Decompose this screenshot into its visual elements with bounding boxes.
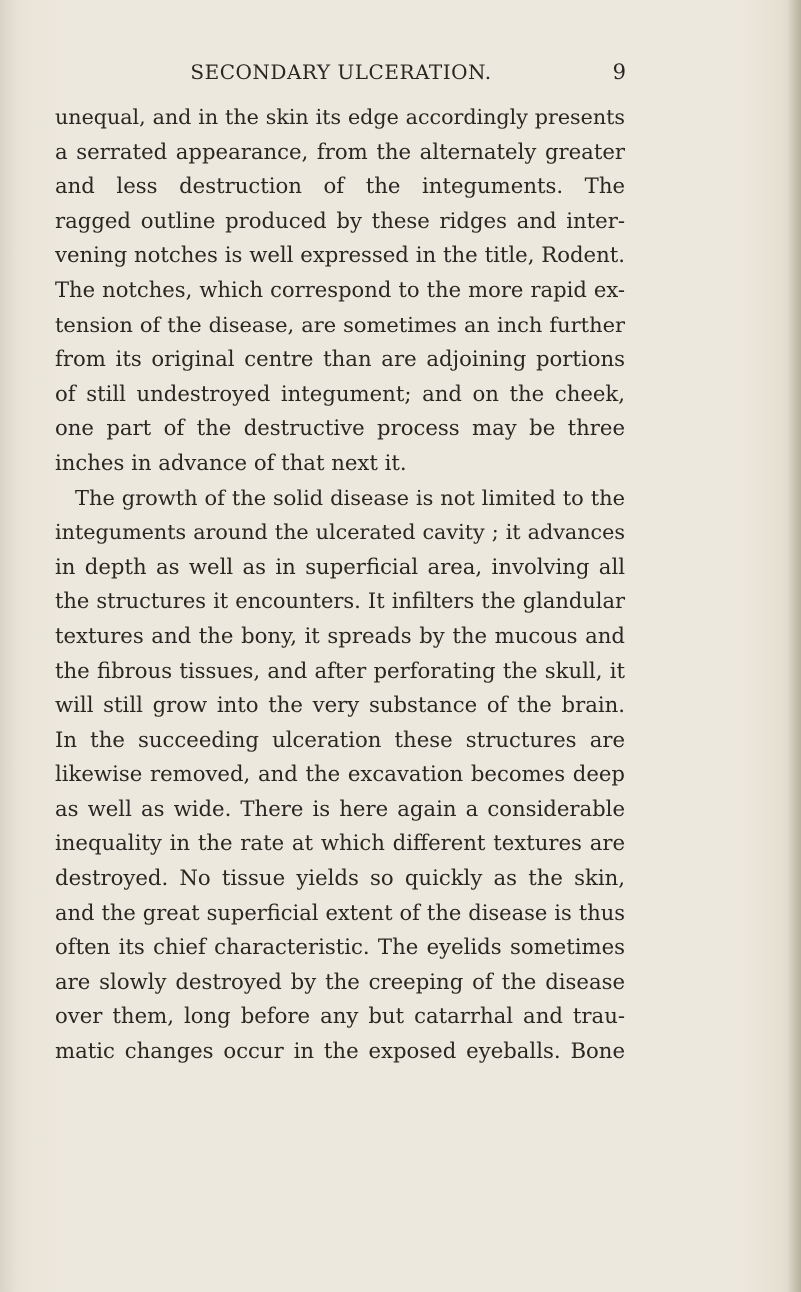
text-line: tension of the disease, are sometimes an inch further bbox=[55, 312, 625, 337]
text-line: from its original centre than are adjoining portions bbox=[55, 346, 625, 372]
text-line: destroyed. No tissue yields so quickly as the skin, bbox=[55, 865, 625, 891]
text-line: integuments around the ulcerated cavity ; it advances bbox=[55, 520, 625, 545]
text-line: unequal, and in the skin its edge accordingly presents bbox=[55, 105, 625, 129]
text-line: inequality in the rate at which different textures are bbox=[55, 830, 625, 856]
text-line: vening notches is well expressed in the title, Rodent. bbox=[55, 242, 625, 268]
text-line: often its chief characteristic. The eyelids sometimes bbox=[55, 934, 625, 960]
text-line: matic changes occur in the exposed eyeballs. Bone bbox=[55, 1038, 625, 1064]
page-number: 9 bbox=[612, 60, 626, 84]
text-line: a serrated appearance, from the alternately greater bbox=[55, 138, 625, 164]
text-line: one part of the destructive process may be three bbox=[55, 415, 625, 441]
body-text bbox=[55, 100, 625, 1069]
text-line: and the great superficial extent of the disease is thus bbox=[55, 900, 625, 925]
text-line: likewise removed, and the excavation becomes deep bbox=[55, 761, 625, 787]
text-line: the fibrous tissues, and after perforating the skull, it bbox=[55, 657, 625, 683]
text-line: are slowly destroyed by the creeping of the disease bbox=[55, 968, 625, 994]
text-line: The notches, which correspond to the more rapid ex- bbox=[55, 276, 625, 302]
text-line: textures and the bony, it spreads by the mucous and bbox=[55, 622, 625, 648]
text-line: of still undestroyed integument; and on the cheek, bbox=[55, 380, 625, 406]
text-line: ragged outline produced by these ridges and inter- bbox=[55, 207, 625, 233]
text-line: over them, long before any but catarrhal and trau- bbox=[55, 1003, 625, 1029]
text-line: In the succeeding ulceration these structures are bbox=[55, 726, 625, 752]
text-line: in depth as well as in superficial area, involving all bbox=[55, 553, 625, 579]
running-title: SECONDARY ULCERATION. bbox=[190, 60, 492, 84]
text-line: will still grow into the very substance of the brain. bbox=[55, 692, 625, 718]
paragraph-start-line: The growth of the solid disease is not limited to the bbox=[75, 485, 625, 510]
running-head bbox=[56, 58, 626, 86]
text-line: and less destruction of the integuments. The bbox=[55, 173, 625, 199]
paragraph-end-line: inches in advance of that next it. bbox=[55, 449, 407, 475]
text-line: the structures it encounters. It infilters the glandular bbox=[55, 589, 625, 614]
text-line: as well as wide. There is here again a considerable bbox=[55, 795, 625, 821]
page-edge bbox=[787, 0, 801, 1292]
